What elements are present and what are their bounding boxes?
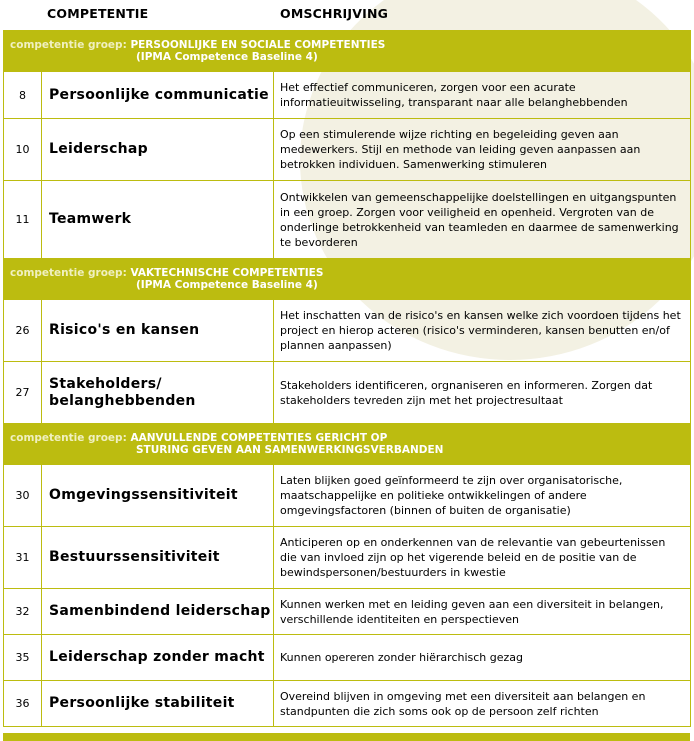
competency-name: Samenbindend leiderschap xyxy=(42,589,274,635)
competency-description: Overeind blijven in omgeving met een diversiteit aan belangen en standpunten die zich soms ook op de persoon zelf richten xyxy=(274,681,691,727)
table-row xyxy=(4,362,691,424)
header-omschrijving: OMSCHRIJVING xyxy=(280,6,389,21)
group-prefix: competentie groep: xyxy=(10,432,127,444)
competency-name: Leiderschap zonder macht xyxy=(42,635,274,681)
group-subtitle: (IPMA Competence Baseline 4) xyxy=(136,279,318,291)
group-prefix: competentie groep: xyxy=(10,267,127,279)
competency-number: 10 xyxy=(4,119,42,181)
competency-name: Omgevingssensitiviteit xyxy=(42,465,274,527)
competency-name: Leiderschap xyxy=(42,119,274,181)
table-row xyxy=(4,681,691,727)
competency-name: Bestuurssensitiviteit xyxy=(42,527,274,589)
competency-description: Het inschatten van de risico's en kansen welke zich voordoen tijdens het project en hierop acteren (risico's verminderen, kansen benutten en/of plannen aanpassen) xyxy=(274,300,691,362)
competency-number: 31 xyxy=(4,527,42,589)
table-row xyxy=(4,181,691,259)
group-header xyxy=(4,424,691,465)
competency-name: Risico's en kansen xyxy=(42,300,274,362)
competency-number: 26 xyxy=(4,300,42,362)
competency-number: 27 xyxy=(4,362,42,424)
competency-description: Ontwikkelen van gemeenschappelijke doelstellingen en uitgangspunten in een groep. Zorgen voor veiligheid en openheid. Vergroten van de onderlinge betrokkenheid van teamleden en daarmee de samenwerking te bevorderen xyxy=(274,181,691,259)
bottom-strip xyxy=(3,733,690,741)
group-title: PERSOONLIJKE EN SOCIALE COMPETENTIES xyxy=(130,39,386,51)
table-row xyxy=(4,465,691,527)
header-competentie: COMPETENTIE xyxy=(47,6,149,21)
table-row xyxy=(4,300,691,362)
group-prefix: competentie groep: xyxy=(10,39,127,51)
competency-name: Teamwerk xyxy=(42,181,274,259)
competency-number: 35 xyxy=(4,635,42,681)
competency-description: Het effectief communiceren, zorgen voor een acurate informatieuitwisseling, transparant naar alle belanghebbenden xyxy=(274,72,691,119)
competency-name: Persoonlijke communicatie xyxy=(42,72,274,119)
competency-description: Kunnen opereren zonder hiërarchisch gezag xyxy=(274,635,691,681)
table-row xyxy=(4,589,691,635)
competency-name: Persoonlijke stabiliteit xyxy=(42,681,274,727)
competency-description: Kunnen werken met en leiding geven aan een diversiteit in belangen, verschillende identiteiten en perspectieven xyxy=(274,589,691,635)
competency-description: Anticiperen op en onderkennen van de relevantie van gebeurtenissen die van invloed zijn op het vigerende beleid en de positie van de bewindspersonen/bestuurders in kwestie xyxy=(274,527,691,589)
competency-name: Stakeholders/ belanghebbenden xyxy=(42,362,274,424)
competency-number: 8 xyxy=(4,72,42,119)
table-row xyxy=(4,527,691,589)
table-row xyxy=(4,635,691,681)
group-title: VAKTECHNISCHE COMPETENTIES xyxy=(130,267,324,279)
group-subtitle: STURING GEVEN AAN SAMENWERKINGSVERBANDEN xyxy=(136,444,444,456)
group-subtitle: (IPMA Competence Baseline 4) xyxy=(136,51,318,63)
table-row xyxy=(4,119,691,181)
group-header xyxy=(4,31,691,72)
group-header xyxy=(4,259,691,300)
competency-number: 11 xyxy=(4,181,42,259)
competency-description: Stakeholders identificeren, orgnaniseren en informeren. Zorgen dat stakeholders tevreden zijn met het projectresultaat xyxy=(274,362,691,424)
group-title: AANVULLENDE COMPETENTIES GERICHT OP xyxy=(130,432,388,444)
competency-table xyxy=(3,30,691,727)
competency-description: Laten blijken goed geïnformeerd te zijn over organisatorische, maatschappelijke en politieke ontwikkelingen of andere omgevingsfactoren (binnen of buiten de organisatie) xyxy=(274,465,691,527)
competency-number: 36 xyxy=(4,681,42,727)
competency-number: 30 xyxy=(4,465,42,527)
table-row xyxy=(4,72,691,119)
competency-number: 32 xyxy=(4,589,42,635)
table-header xyxy=(0,0,694,30)
competency-description: Op een stimulerende wijze richting en begeleiding geven aan medewerkers. Stijl en methode van leiding geven aanpassen aan betrokken individuen. Samenwerking stimuleren xyxy=(274,119,691,181)
